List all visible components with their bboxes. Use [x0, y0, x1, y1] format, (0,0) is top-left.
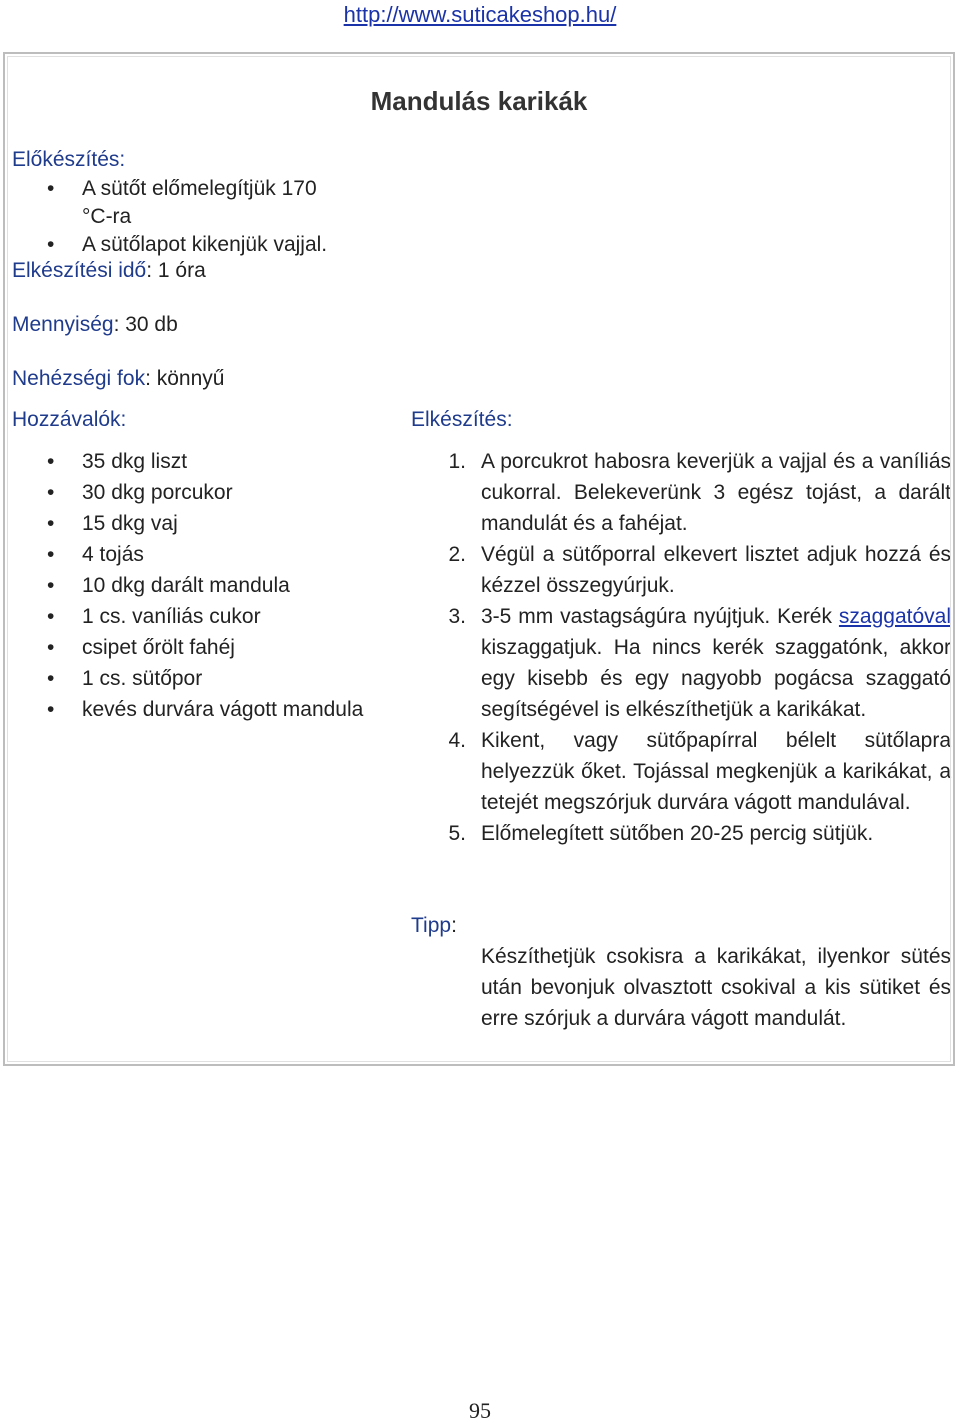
time-label: Elkészítési idő — [12, 259, 147, 282]
step-number: 2. — [448, 543, 466, 566]
recipe-frame — [3, 52, 955, 1066]
step-text: 3-5 mm vastagságúra nyújtjuk. Kerék — [481, 605, 839, 628]
ingredient-item: • 1 cs. sütőpor — [12, 663, 412, 694]
step-text: Végül a sütőporral elkevert lisztet adjuk hozzá és kézzel összegyúrjuk. — [481, 543, 951, 597]
prep-list — [12, 175, 330, 259]
prep-section — [12, 144, 330, 259]
source-url-link[interactable]: http://www.suticakeshop.hu/ — [343, 2, 617, 27]
step-text: Előmelegített sütőben 20-25 percig sütjük. — [481, 822, 874, 845]
quantity-label: Mennyiség — [12, 313, 114, 336]
ingredients-list — [12, 446, 412, 725]
difficulty-label: Nehézségi fok — [12, 367, 146, 390]
method-section — [411, 446, 951, 849]
ingredient-item: • csipet őrölt fahéj — [12, 632, 412, 663]
ingredients-heading: Hozzávalók: — [12, 408, 127, 431]
prep-item: • A sütőt előmelegítjük 170 °C-ra — [12, 175, 330, 231]
step-number: 4. — [448, 729, 466, 752]
step-text: kiszaggatjuk. Ha nincs kerék szaggatónk, akkor egy kisebb és egy nagyobb pogácsa szaggató segítségével is elkészíthetjük a karikákat. — [481, 636, 951, 721]
difficulty-value: : könnyű — [145, 367, 225, 390]
method-step — [411, 725, 951, 818]
difficulty-line — [12, 363, 224, 394]
step-number: 3. — [448, 605, 466, 628]
method-heading-block — [411, 404, 513, 435]
ingredients-heading-block — [12, 404, 126, 435]
time-line — [12, 255, 206, 286]
cutter-link[interactable]: szaggatóval — [838, 605, 951, 628]
method-heading: Elkészítés: — [411, 408, 513, 431]
page-number: 95 — [469, 1398, 491, 1423]
ingredient-item: • 35 dkg liszt — [12, 446, 412, 477]
ingredient-item: • 1 cs. vaníliás cukor — [12, 601, 412, 632]
recipe-title: Mandulás karikák — [370, 86, 588, 116]
step-text: A porcukrot habosra keverjük a vajjal és a vaníliás cukorral. Belekeverünk 3 egész tojást, a darált mandulát és a fahéjat. — [481, 450, 951, 535]
tip-label-block — [411, 910, 457, 941]
method-step — [411, 601, 951, 725]
ingredient-item: • 30 dkg porcukor — [12, 477, 412, 508]
time-value: : 1 óra — [146, 259, 206, 282]
tip-colon: : — [451, 914, 457, 937]
method-steps — [411, 446, 951, 849]
method-step — [411, 539, 951, 601]
quantity-value: : 30 db — [113, 313, 178, 336]
prep-item: • A sütőlapot kikenjük vajjal. — [12, 231, 330, 259]
step-number: 5. — [448, 822, 466, 845]
step-number: 1. — [448, 450, 466, 473]
ingredients-section — [12, 446, 412, 725]
tip-label: Tipp — [411, 914, 452, 937]
prep-heading: Előkészítés: — [12, 148, 126, 171]
ingredient-item: • 4 tojás — [12, 539, 412, 570]
ingredient-item: • 10 dkg darált mandula — [12, 570, 412, 601]
ingredient-item: • 15 dkg vaj — [12, 508, 412, 539]
quantity-line — [12, 309, 178, 340]
ingredient-item: • kevés durvára vágott mandula — [12, 694, 412, 725]
method-step — [411, 446, 951, 539]
source-url — [0, 2, 960, 28]
method-step — [411, 818, 951, 849]
step-text: Kikent, vagy sütőpapírral bélelt sütőlapra helyezzük őket. Tojással megkenjük a karikákat, a tetejét megszórjuk durvára vágott mandulával. — [481, 729, 951, 814]
tip-text: Készíthetjük csokisra a karikákat, ilyenkor sütés után bevonjuk olvasztott csokival a kis sütiket és erre szórjuk a durvára vágott mandulát. — [481, 945, 951, 1030]
